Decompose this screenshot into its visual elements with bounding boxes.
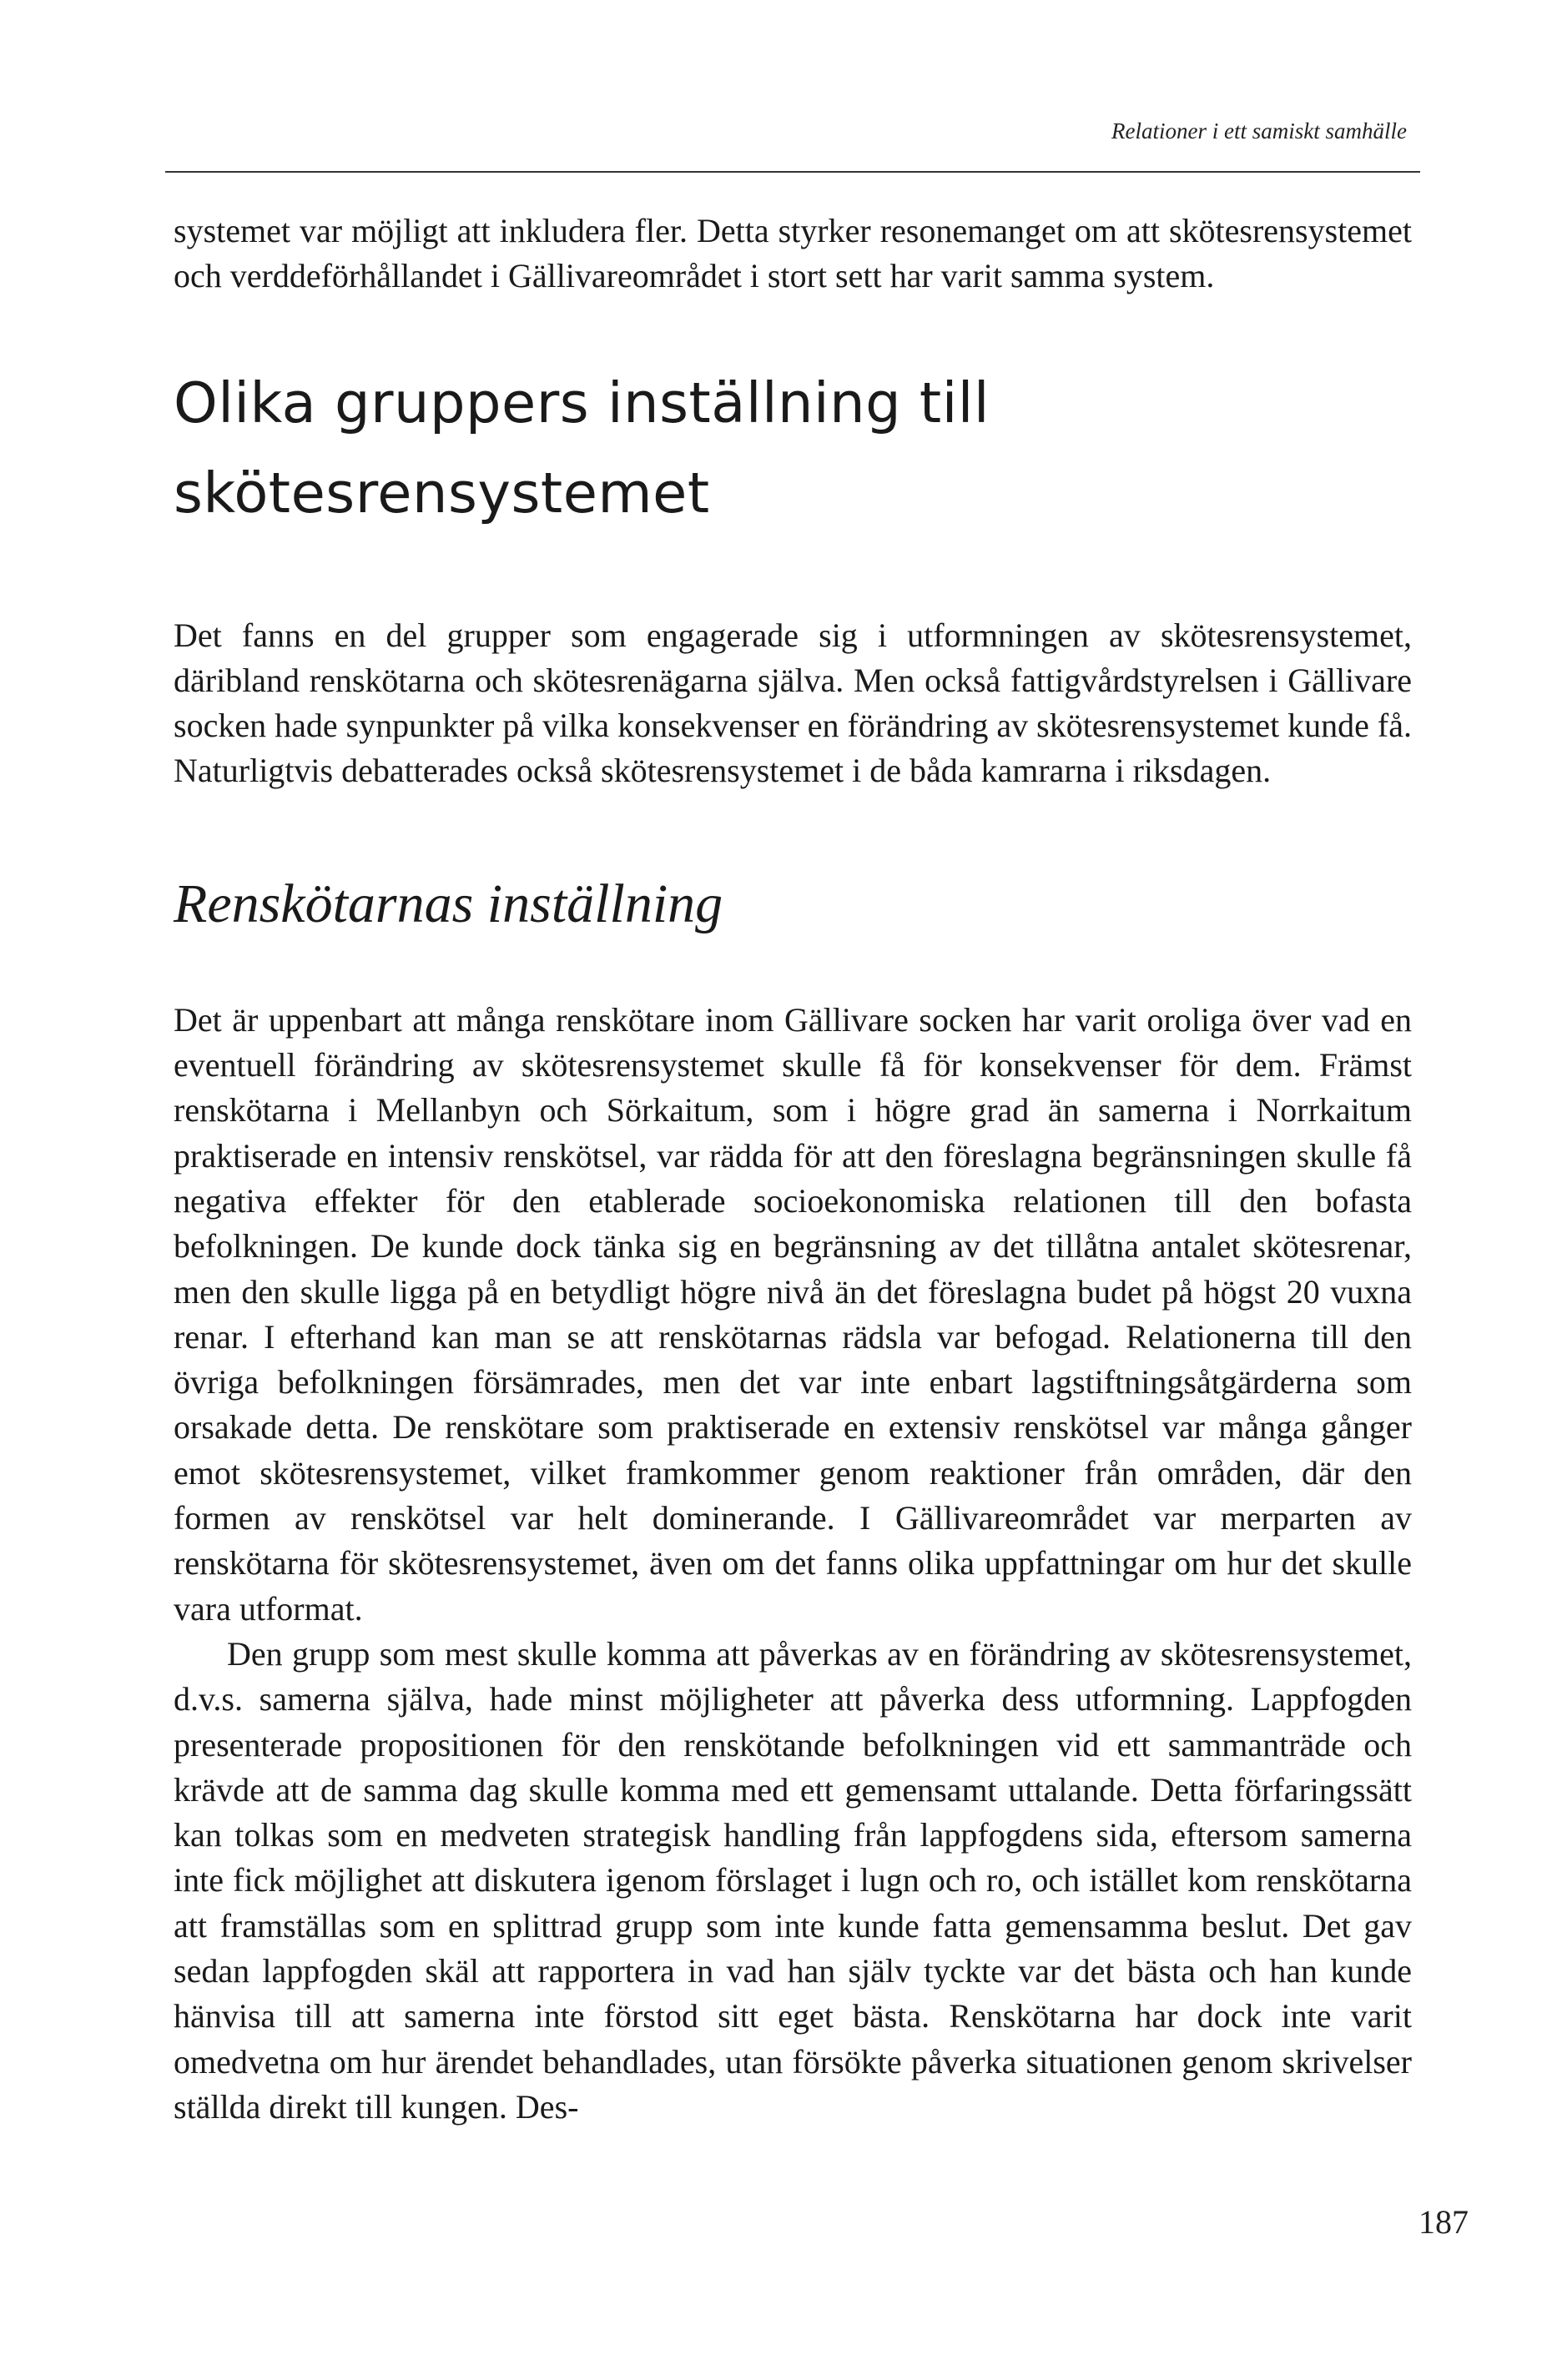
subsection-paragraph-1: Det är uppenbart att många renskötare inom Gällivare socken har varit oroliga över vad en eventuell förändring av skötesrensystemet skulle få för konsekvenser för dem. Främst renskötarna i Mellanbyn och Sörkaitum, som i högre grad än samerna i Norrkaitum praktiserade en intensiv renskötsel, var rädda för att den föreslagna begränsningen skulle få negativa effekter för den etablerade socioekonomiska relationen till den bofasta befolkningen. De kunde dock tänka sig en begränsning av det tillåtna antalet skötesrenar, men den skulle ligga på en betydligt högre nivå än det föreslagna budet på högst 20 vuxna renar. I efterhand kan man se att renskötarnas rädsla var befogad. Relationerna till den övriga befolkningen försämrades, men det var inte enbart lagstiftningsåtgärderna som orsakade detta. De renskötare som praktiserade en extensiv renskötsel var många gånger emot skötesrensystemet, vilket framkommer genom reaktioner från områden, där den formen av renskötsel var helt dominerande. I Gällivareområdet var merparten av renskötarna för skötesrensystemet, även om det fanns olika uppfattningar om hur det skulle vara utformat. (174, 1000, 1412, 1628)
header-rule (165, 171, 1420, 173)
page-body (174, 209, 1412, 2130)
subsection-heading: Renskötarnas inställning (174, 873, 723, 934)
section-heading: Olika gruppers inställning till skötesrensystemet (174, 370, 990, 526)
running-header: Relationer i ett samiskt samhälle (1111, 118, 1407, 143)
page-number: 187 (1418, 2203, 1469, 2241)
section-paragraph: Det fanns en del grupper som engagerade sig i utformningen av skötesrensystemet, däribland renskötarna och skötesrenägarna själva. Men också fattigvårdstyrelsen i Gällivare socken hade synpunkter på vilka konsekvenser en förändring av skötesrensystemet kunde få. Naturligtvis debatterades också skötesrensystemet i de båda kamrarna i riksdagen. (174, 616, 1413, 790)
intro-paragraph: systemet var möjligt att inkludera fler. Detta styrker resonemanget om att skötesrensystemet och verddeförhållandet i Gällivareområdet i stort sett har varit samma system. (174, 212, 1412, 295)
subsection-paragraph-2: Den grupp som mest skulle komma att påverkas av en förändring av skötesrensystemet, d.v.s. samerna själva, hade minst möjligheter att påverka dess utformning. Lappfogden presenterade propositionen för den renskötande befolkningen vid ett sammanträde och krävde att de samma dag skulle komma med ett gemensamt uttalande. Detta förfaringssätt kan tolkas som en medveten strategisk handling från lappfogdens sida, eftersom samerna inte fick möjlighet att diskutera igenom förslaget i lugn och ro, och istället kom renskötarna att framställas som en splittrad grupp som inte kunde fatta gemensamma beslut. Det gav sedan lappfogden skäl att rapportera in vad han själv tyckte var det bästa och han kunde hänvisa till att samerna inte förstod sitt eget bästa. Renskötarna har dock inte varit omedvetna om hur ärendet behandlades, utan försökte påverka situationen genom skrivelser ställda direkt till kungen. Des- (174, 1634, 1412, 2126)
